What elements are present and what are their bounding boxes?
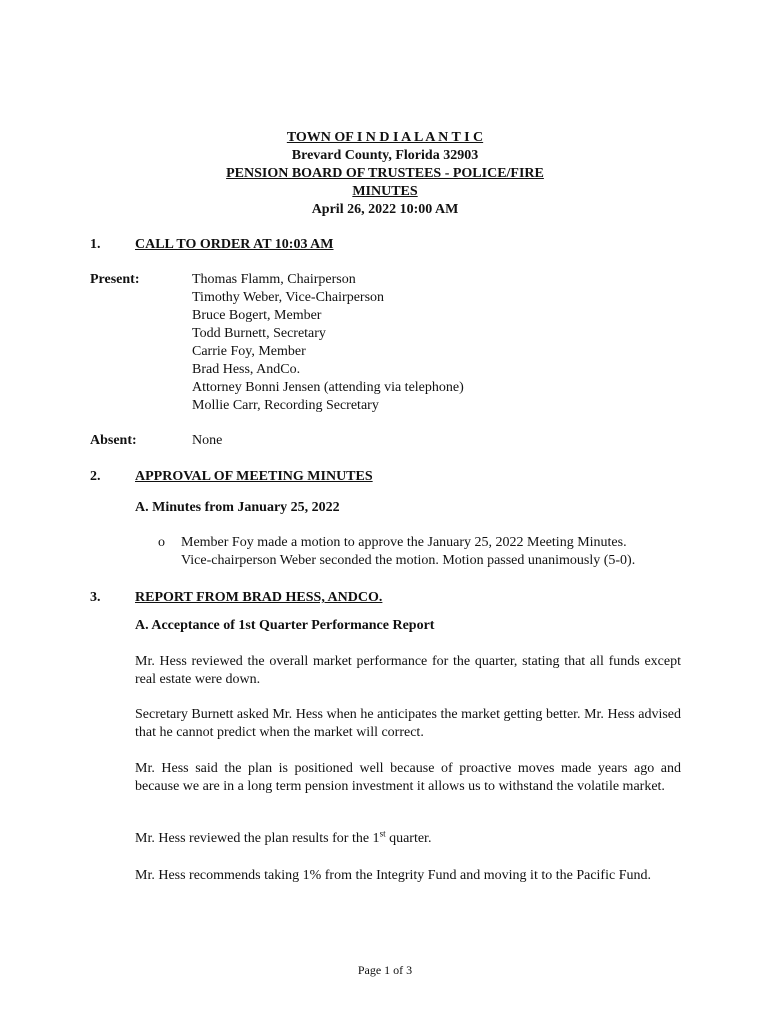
- attendee: Attorney Bonni Jensen (attending via telephone): [192, 380, 464, 395]
- paragraph: Mr. Hess said the plan is positioned well because of proactive moves made years ago and because we are in a long term pension investment it allows us to withstand the volatile market.: [135, 761, 681, 794]
- paragraph: Mr. Hess recommends taking 1% from the Integrity Fund and moving it to the Pacific Fund.: [135, 868, 651, 883]
- attendee: Todd Burnett, Secretary: [192, 326, 326, 341]
- town-title: TOWN OF I N D I A L A N T I C: [286, 130, 484, 145]
- section-3-subheading: A. Acceptance of 1st Quarter Performance Report: [135, 618, 435, 633]
- paragraph: [135, 830, 681, 848]
- absent-label: Absent:: [90, 433, 137, 448]
- attendee: Brad Hess, AndCo.: [192, 362, 301, 377]
- document-header: [0, 129, 770, 219]
- attendee: Thomas Flamm, Chairperson: [192, 272, 356, 287]
- section-1-title: CALL TO ORDER AT 10:03 AM: [135, 237, 334, 252]
- attendee: Carrie Foy, Member: [192, 344, 306, 359]
- minutes-title: MINUTES: [352, 184, 418, 199]
- ordinal-suffix: st: [379, 828, 386, 839]
- motion-line: Vice-chairperson Weber seconded the motion. Motion passed unanimously (5-0).: [181, 553, 636, 568]
- section-1-number: 1.: [90, 237, 101, 252]
- section-2-number: 2.: [90, 469, 101, 484]
- absent-value: None: [192, 433, 223, 448]
- attendee: Bruce Bogert, Member: [192, 308, 322, 323]
- county-line: Brevard County, Florida 32903: [291, 148, 479, 163]
- bullet-marker: o: [158, 535, 165, 550]
- motion-line: Member Foy made a motion to approve the January 25, 2022 Meeting Minutes.: [181, 535, 627, 550]
- board-title: PENSION BOARD OF TRUSTEES - POLICE/FIRE: [226, 166, 544, 181]
- attendee: Mollie Carr, Recording Secretary: [192, 398, 379, 413]
- section-3-number: 3.: [90, 590, 101, 605]
- attendee: Timothy Weber, Vice-Chairperson: [192, 290, 385, 305]
- page-number: Page 1 of 3: [357, 963, 413, 977]
- motion-text: [181, 534, 681, 570]
- paragraph: Mr. Hess reviewed the overall market performance for the quarter, stating that all funds except real estate were down.: [135, 654, 681, 687]
- paragraph-text: quarter.: [385, 831, 432, 846]
- paragraph-text: Mr. Hess reviewed the plan results for the 1: [135, 831, 380, 846]
- paragraph: Secretary Burnett asked Mr. Hess when he anticipates the market getting better. Mr. Hess advised that he cannot predict when the market will correct.: [135, 707, 681, 740]
- present-label: Present:: [90, 272, 140, 287]
- section-2-title: APPROVAL OF MEETING MINUTES: [135, 469, 373, 484]
- present-list: [192, 271, 464, 415]
- meeting-date: April 26, 2022 10:00 AM: [311, 202, 459, 217]
- section-3-title: REPORT FROM BRAD HESS, ANDCO.: [135, 590, 383, 605]
- section-2-subheading: A. Minutes from January 25, 2022: [135, 500, 340, 515]
